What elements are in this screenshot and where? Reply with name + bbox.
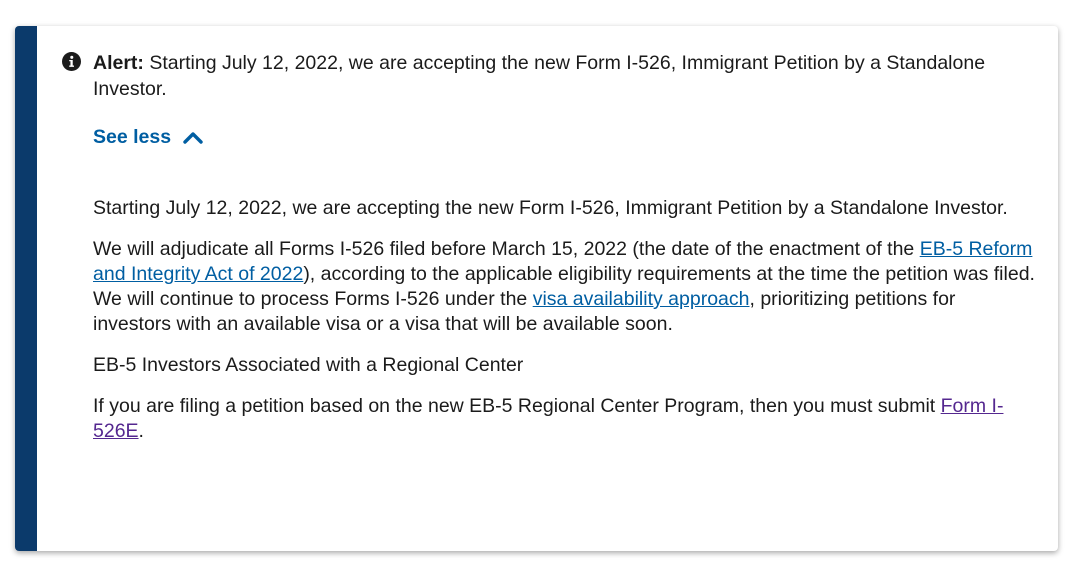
see-less-button[interactable] <box>93 126 203 149</box>
chevron-up-icon <box>183 131 203 145</box>
paragraph-regional-center <box>93 394 1038 444</box>
alert-accent-bar <box>15 26 37 551</box>
paragraph-adjudication-text-3: , prioritizing petitions for investors with an available visa or a visa that will be available soon. <box>93 288 956 335</box>
alert-body <box>93 196 1038 460</box>
paragraph-adjudication-text-2: ), according to the applicable eligibility requirements at the time the petition was filed. We will continue to process Forms I-526 under the <box>93 263 1035 310</box>
paragraph-intro: Starting July 12, 2022, we are accepting the new Form I-526, Immigrant Petition by a Standalone Investor. <box>93 197 1008 219</box>
alert-label: Alert: <box>93 52 144 74</box>
visa-availability-approach-link[interactable]: visa availability approach <box>532 288 750 310</box>
paragraph-regional-center-text-1: If you are filing a petition based on the new EB-5 Regional Center Program, then you must submit <box>93 395 941 417</box>
alert-headline <box>93 50 1042 102</box>
paragraph-adjudication <box>93 237 1038 337</box>
info-icon <box>62 52 81 71</box>
alert-box <box>15 26 1058 551</box>
paragraph-regional-center-heading: EB-5 Investors Associated with a Regional Center <box>93 354 524 376</box>
alert-header <box>62 50 1042 102</box>
see-less-label: See less <box>93 126 172 148</box>
paragraph-regional-center-text-2: . <box>138 420 144 442</box>
form-i526e-link[interactable]: Form I-526E <box>93 395 1004 442</box>
paragraph-adjudication-text-1: We will adjudicate all Forms I-526 filed before March 15, 2022 (the date of the enactment of the <box>93 238 920 260</box>
eb5-reform-act-link[interactable]: EB-5 Reform and Integrity Act of 2022 <box>93 238 1033 285</box>
alert-headline-text: Starting July 12, 2022, we are accepting the new Form I-526, Immigrant Petition by a Standalone Investor. <box>93 52 986 100</box>
